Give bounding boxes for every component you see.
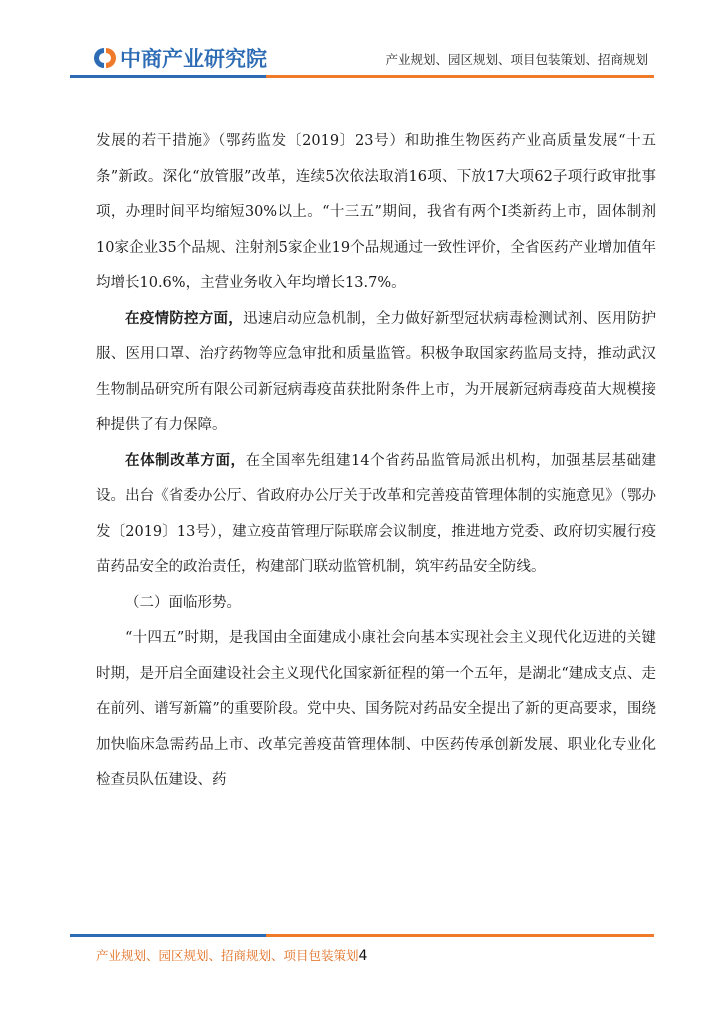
paragraph-3-text: 在全国率先组建14个省药品监管局派出机构，加强基层基础建设。出台《省委办公厅、省政府办公厅关于改革和完善疫苗管理体制的实施意见》（鄂办发〔2019〕13号），建立疫苗管理厅际联席会议制度，推进地方党委、政府切实履行疫苗药品安全的政治责任，构建部门联动监管机制，筑牢药品安全防线。: [96, 452, 657, 575]
paragraph-2: [96, 302, 656, 444]
footer-text: 产业规划、园区规划、招商规划、项目包装策划: [96, 948, 359, 963]
document-body: [96, 124, 656, 799]
header-tagline: 产业规划、园区规划、项目包装策划、招商规划: [385, 52, 648, 67]
brand-logo: [92, 44, 267, 72]
paragraph-2-text: 迅速启动应急机制，全力做好新型冠状病毒检测试剂、医用防护服、医用口罩、治疗药物等应急审批和质量监管。积极争取国家药监局支持，推动武汉生物制品研究所有限公司新冠病毒疫苗获批附条件上市，为开展新冠病毒疫苗大规模接种提供了有力保障。: [96, 310, 657, 433]
paragraph-3-lead: 在体制改革方面，: [125, 452, 246, 469]
paragraph-5: “十四五”时期，是我国由全面建成小康社会向基本实现社会主义现代化迈进的关键时期，是开启全面建设社会主义现代化国家新征程的第一个五年，是湖北“建成支点、走在前列、谱写新篇”的重要阶段。党中央、国务院对药品安全提出了新的更高要求，围绕加快临床急需药品上市、改革完善疫苗管理体制、中医药传承创新发展、职业化专业化检查员队伍建设、药: [96, 630, 656, 788]
paragraph-2-lead: 在疫情防控方面，: [125, 310, 244, 327]
paragraph-1: 发展的若干措施》（鄂药监发〔2019〕23号）和助推生物医药产业高质量发展“十五条”新政。深化“放管服”改革，连续5次依法取消16项、下放17大项62子项行政审批事项，办理时间平均缩短30%以上。“十三五”期间，我省有两个Ⅰ类新药上市，固体制剂10家企业35个品规、注射剂5家企业19个品规通过一致性评价，全省医药产业增加值年均增长10.6%，主营业务收入年均增长13.7%。: [96, 133, 656, 291]
header-rule-orange: [266, 75, 654, 78]
page-footer: [96, 946, 367, 964]
footer-rule-blue: [70, 934, 266, 937]
footer-rule-orange: [266, 934, 654, 937]
brand-name: 中商产业研究院: [120, 47, 267, 71]
page-header: [0, 0, 724, 80]
header-rule-blue: [70, 75, 266, 78]
paragraph-3: [96, 444, 656, 586]
page-number: 4: [358, 948, 368, 964]
brand-logo-icon: [92, 46, 116, 70]
section-heading: （二）面临形势。: [125, 594, 241, 611]
